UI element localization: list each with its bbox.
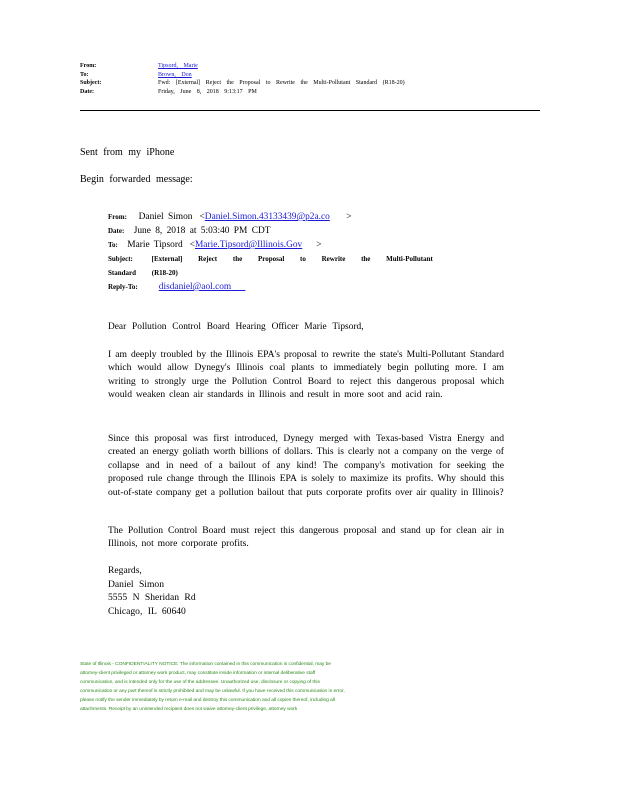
header-from-value[interactable]: Tipsord, Marie <box>158 63 198 69</box>
forwarded-subject-line2: Standard (R18-20) <box>108 269 178 277</box>
forwarded-replyto-label: Reply-To: <box>108 283 138 291</box>
forwarded-from-label: From: <box>108 213 127 221</box>
letter-salutation: Dear Pollution Control Board Hearing Officer Marie Tipsord, <box>108 322 364 332</box>
signature-city: Chicago, IL 60640 <box>108 605 186 617</box>
forwarded-replyto-email[interactable]: disdaniel@aol.com <box>158 282 232 292</box>
forwarded-header <box>108 212 433 296</box>
header-subject-value: Fwd: [External] Reject the Proposal to Rewrite the Multi-Pollutant Standard (R18-20) <box>158 80 405 86</box>
forwarded-subject-row2 <box>108 268 433 282</box>
forwarded-from-email[interactable]: Daniel.Simon.43133439@p2a.co <box>204 212 330 222</box>
letter-paragraph-3: The Pollution Control Board must reject this dangerous proposal and stand up for clean air in Illinois, not more corporate profits. <box>108 525 504 550</box>
header-to-value[interactable]: Brown, Don <box>158 71 192 78</box>
header-date-label: Date: <box>80 88 94 95</box>
forwarded-subject-row <box>108 254 433 268</box>
signature-block <box>108 564 196 618</box>
letter-paragraph-1: I am deeply troubled by the Illinois EPA's proposal to rewrite the state's Multi-Pollutant Standard which would allow Dynegy's Illinois coal plants to immediately begin polluting more. I am writing to strongly urge the Pollution Control Board to reject this dangerous proposal which would weaken clean air standards in Illinois and result in more soot and acid rain. <box>108 349 504 401</box>
forwarded-subject-line1: [External] Reject the Proposal to Rewrite the Multi-Pollutant <box>151 255 433 263</box>
signature-closing: Regards, <box>108 565 142 576</box>
header-date-value: Friday, June 8, 2018 9:13:17 PM <box>158 88 257 95</box>
forwarded-from-row: From: Daniel Simon <Daniel.Simon.43133439@p2a.co > <box>108 212 352 222</box>
forwarded-from-name: Daniel Simon <box>138 212 193 222</box>
letter-paragraph-2: Since this proposal was first introduced, Dynegy merged with Texas-based Vistra Energy and created an energy goliath worth billions of dollars. This is clearly not a company on the verge of collapse and in need of a bailout of any kind! The company's motivation for seeking the proposed rule change through the Illinois EPA is solely to maximize its profits. Why should this out-of-state company get a pollution bailout that puts corporate profits over air quality in Illinois? <box>108 433 504 498</box>
confidentiality-notice <box>80 660 348 715</box>
forwarded-replyto-row <box>108 282 433 296</box>
confidentiality-notice-text: State of Illinois - CONFIDENTIALITY NOTICE: The information contained in this communication is confidential, may be attorney-client privileged or attorney work product, may constitute inside information or internal deliberative staff communication, and is intended only for the use of the addressee. Unauthorized use, disclosure or copying of this communication or any part thereof is strictly prohibited and may be unlawful. If you have received this communication in error, please notify the sender immediately by return e-mail and destroy this communication and all copies thereof, including all attachments. Receipt by an unintended recipient does not waive attorney-client privilege, attorney work <box>80 662 345 713</box>
header-subject-label: Subject: <box>80 80 102 86</box>
forwarded-date-value: June 8, 2018 at 5:03:40 PM CDT <box>133 226 271 236</box>
header-divider <box>80 110 540 111</box>
forwarded-date-row <box>108 226 433 240</box>
begin-forwarded-line: Begin forwarded message: <box>80 174 193 185</box>
header-to-label: To: <box>80 71 89 78</box>
forwarded-to-email[interactable]: Marie.Tipsord@Illinois.Gov <box>194 240 303 250</box>
header-from-label: From: <box>80 63 97 69</box>
forwarded-subject-label: Subject: <box>108 255 133 263</box>
forwarded-date-label: Date: <box>108 227 125 235</box>
signature-name: Daniel Simon <box>108 578 165 590</box>
sent-from-line: Sent from my iPhone <box>80 147 175 158</box>
signature-address: 5555 N Sheridan Rd <box>108 592 196 603</box>
forwarded-to-label: To: <box>108 241 118 249</box>
forwarded-to-name: Marie Tipsord <box>127 240 183 250</box>
forwarded-to-row: To: Marie Tipsord <Marie.Tipsord@Illinois.Gov > <box>108 240 322 250</box>
